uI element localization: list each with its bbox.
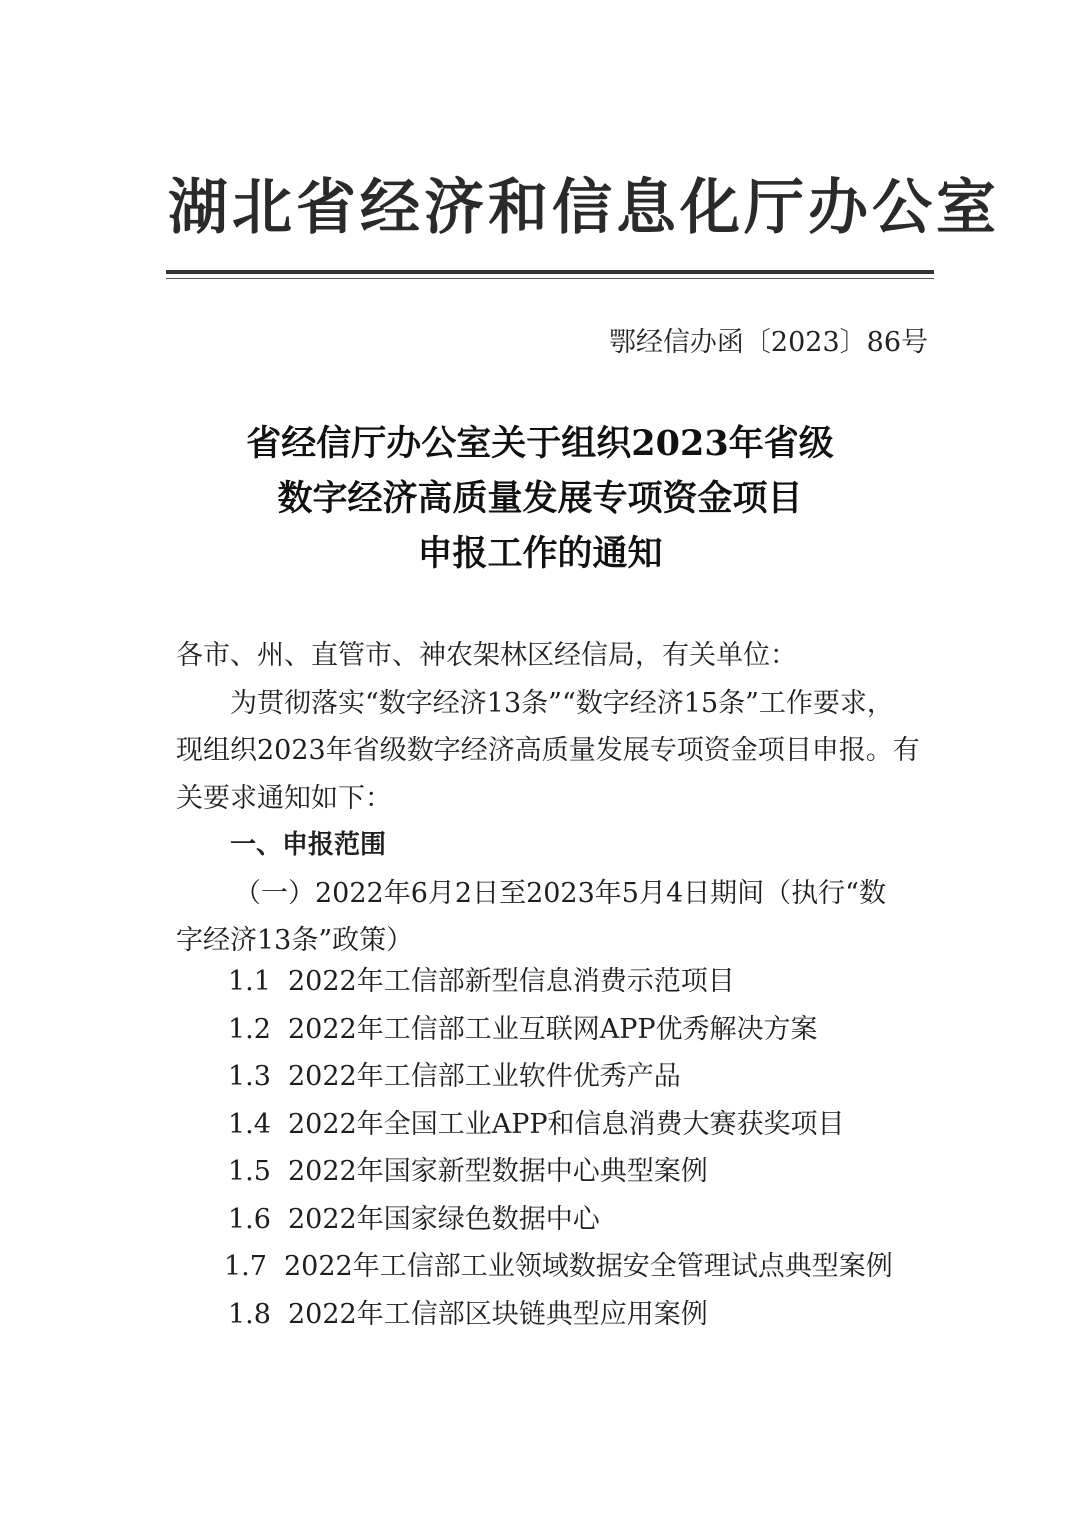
document-number: 鄂经信办函〔2023〕86号: [608, 327, 928, 358]
item-text: 2022年国家新型数据中心典型案例: [288, 1156, 708, 1187]
item-number: 1.8: [228, 1298, 271, 1330]
intro-line-1: 为贯彻落实“数字经济13条”“数字经济15条”工作要求，: [230, 687, 894, 719]
title-line-2: 数字经济高质量发展专项资金项目: [277, 478, 803, 519]
list-item: [228, 1291, 893, 1339]
subsection-line-1: （一）2022年6月2日至2023年5月4日期间（执行“数: [234, 877, 886, 909]
list-item: [228, 1006, 893, 1054]
item-number: 1.1: [228, 966, 271, 997]
item-number: 1.5: [228, 1156, 271, 1187]
intro-line-2: 现组织2023年省级数字经济高质量发展专项资金项目申报。有: [176, 735, 920, 766]
list-item: [228, 1101, 893, 1149]
list-item: [224, 1243, 893, 1291]
list-item: [228, 1196, 893, 1244]
item-text: 2022年工信部区块链典型应用案例: [288, 1298, 708, 1330]
list-item: [228, 1053, 893, 1101]
item-text: 2022年工信部工业软件优秀产品: [288, 1061, 681, 1092]
item-number: 1.6: [228, 1203, 271, 1235]
item-number: 1.4: [228, 1108, 271, 1140]
subsection-line-2: 字经济13条”政策）: [176, 925, 414, 956]
intro-line-3: 关要求通知如下：: [176, 782, 392, 814]
notice-title: [140, 416, 940, 581]
title-line-1: 省经信厅办公室关于组织2023年省级: [246, 423, 834, 464]
project-list: [224, 958, 893, 1338]
title-line-3: 申报工作的通知: [417, 533, 663, 574]
list-item: [228, 958, 893, 1006]
item-text: 2022年工信部新型信息消费示范项目: [288, 966, 735, 997]
item-text: 2022年工信部工业互联网APP优秀解决方案: [288, 1013, 818, 1045]
item-text: 2022年工信部工业领域数据安全管理试点典型案例: [284, 1251, 893, 1282]
section-heading-scope: 一、申报范围: [230, 830, 387, 860]
item-text: 2022年全国工业APP和信息消费大赛获奖项目: [288, 1108, 845, 1140]
letterhead-rule-thin: [166, 278, 934, 279]
salutation: 各市、州、直管市、神农架林区经信局，有关单位：: [176, 640, 797, 671]
letterhead-title: 湖北省经济和信息化厅办公室: [168, 173, 1000, 243]
letterhead-rule-thick: [166, 270, 934, 274]
list-item: [228, 1148, 893, 1196]
item-number: 1.3: [228, 1061, 271, 1092]
item-number: 1.7: [224, 1251, 267, 1282]
item-text: 2022年国家绿色数据中心: [288, 1203, 600, 1235]
notice-body: [176, 632, 936, 965]
item-number: 1.2: [228, 1013, 271, 1045]
